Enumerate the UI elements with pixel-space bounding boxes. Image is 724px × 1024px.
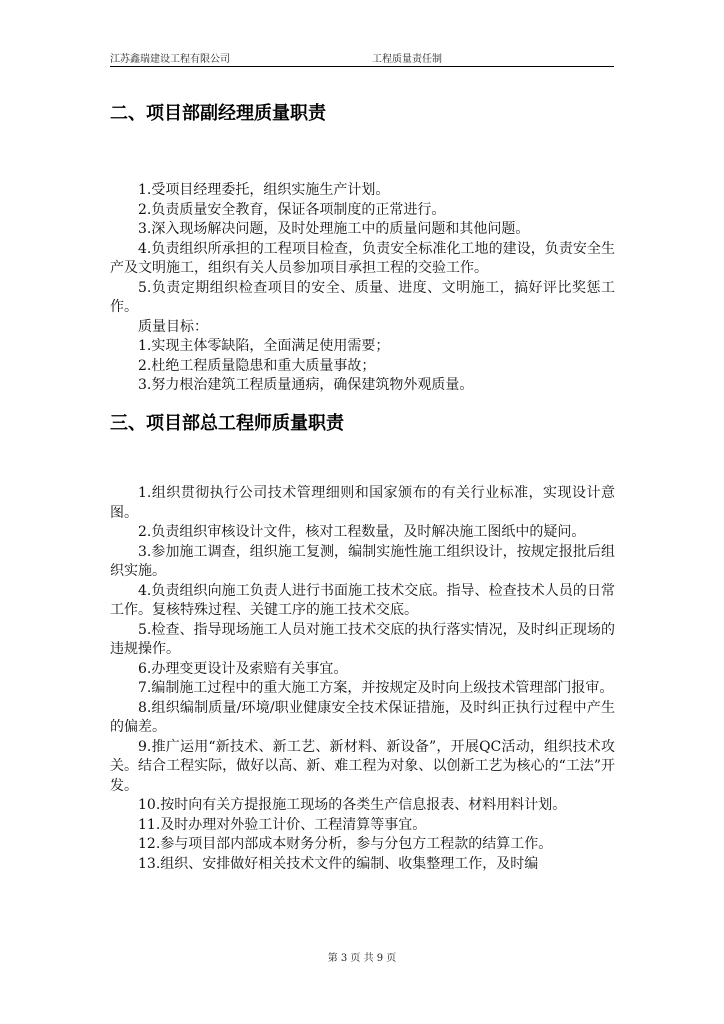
paragraph: 5.负责定期组织检查项目的安全、质量、进度、文明施工，搞好评比奖惩工作。 (110, 279, 615, 315)
company-name: 江苏鑫瑞建设工程有限公司 (110, 54, 230, 65)
paragraph: 12.参与项目部内部成本财务分析，参与分包方工程款的结算工作。 (138, 836, 553, 852)
section-body (110, 484, 615, 874)
section-deputy-manager (110, 101, 615, 396)
document-title: 工程质量责任制 (372, 54, 442, 65)
paragraph: 4.负责组织所承担的工程项目检查，负责安全标准化工地的建设，负责安全生产及文明施工，组织有关人员参加项目承担工程的交验工作。 (110, 240, 615, 276)
section-heading: 三、项目部总工程师质量职责 (110, 413, 344, 434)
page-header (110, 50, 614, 66)
paragraph: 3.努力根治建筑工程质量通病，确保建筑物外观质量。 (138, 377, 474, 393)
page-footer: 第 3 页 共 9 页 (327, 953, 397, 964)
paragraph: 10.按时向有关方提报施工现场的各类生产信息报表、材料用料计划。 (138, 797, 567, 813)
paragraph: 7.编制施工过程中的重大施工方案，并按规定及时向上级技术管理部门报审。 (138, 680, 614, 696)
section-body (110, 181, 615, 396)
paragraph: 3.参加施工调查，组织施工复测，编制实施性施工组织设计，按规定报批后组织实施。 (110, 543, 615, 579)
paragraph: 1.受项目经理委托，组织实施生产计划。 (138, 182, 390, 198)
section-chief-engineer (110, 411, 615, 874)
paragraph: 4.负责组织向施工负责人进行书面施工技术交底。指导、检查技术人员的日常工作。复核特殊过程、关键工序的施工技术交底。 (110, 582, 615, 618)
paragraph: 8.组织编制质量/环境/职业健康安全技术保证措施，及时纠正执行过程中产生的偏差。 (110, 699, 615, 735)
paragraph: 5.检查、指导现场施工人员对施工技术交底的执行落实情况，及时纠正现场的违规操作。 (110, 621, 615, 657)
paragraph: 9.推广运用“新技术、新工艺、新材料、新设备”，开展QC活动，组织技术攻关。结合工程实际，做好以高、新、难工程为对象、以创新工艺为核心的“工法”开发。 (110, 738, 615, 794)
paragraph: 2.负责质量安全教育，保证各项制度的正常进行。 (138, 201, 446, 218)
paragraph: 13.组织、安排做好相关技术文件的编制、收集整理工作，及时编 (138, 855, 539, 872)
paragraph: 1.实现主体零缺陷，全面满足使用需要； (138, 338, 390, 354)
paragraph: 6.办理变更设计及索赔有关事宜。 (138, 660, 348, 677)
paragraph: 3.深入现场解决问题，及时处理施工中的质量问题和其他问题。 (138, 221, 530, 237)
paragraph: 2.负责组织审核设计文件，核对工程数量，及时解决施工图纸中的疑问。 (138, 524, 586, 540)
paragraph: 2.杜绝工程质量隐患和重大质量事故； (138, 357, 376, 374)
paragraph: 11.及时办理对外验工计价、工程清算等事宜。 (138, 816, 427, 833)
header-divider (110, 66, 614, 67)
section-heading: 二、项目部副经理质量职责 (110, 103, 326, 124)
paragraph: 质量目标： (138, 318, 208, 335)
paragraph: 1.组织贯彻执行公司技术管理细则和国家颁布的有关行业标准，实现设计意图。 (110, 485, 615, 521)
